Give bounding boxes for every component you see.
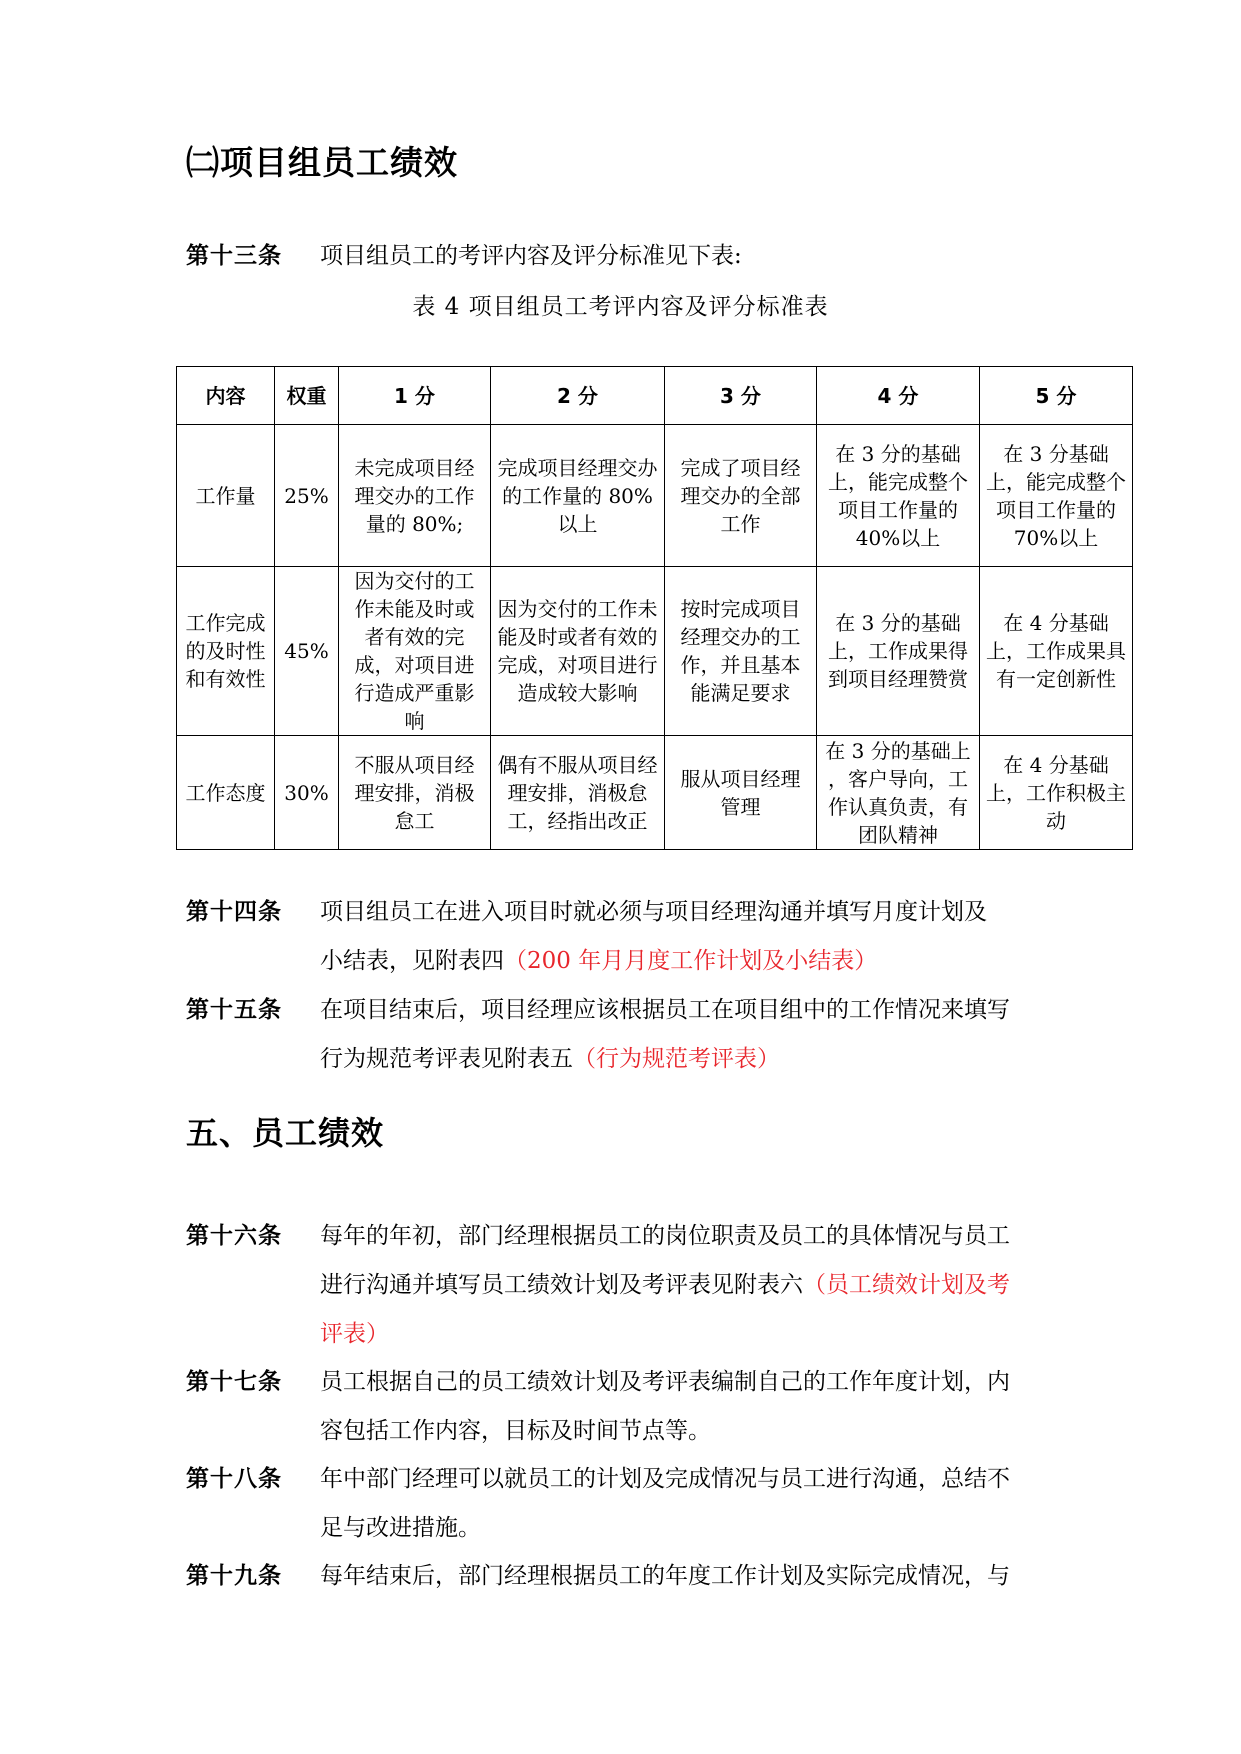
article-text-line: 足与改进措施。: [320, 1515, 481, 1541]
article-text-line: 项目组员工在进入项目时就必须与项目经理沟通并填写月度计划及: [320, 899, 987, 925]
evaluation-table: [176, 366, 1133, 850]
appendix-reference: （200 年月月度工作计划及小结表）: [504, 948, 878, 974]
table-header-row: [177, 367, 1133, 425]
header-content: 内容: [177, 367, 275, 425]
cell-score-2: 偶有不服从项目经理安排，消极怠工，经指出改正: [491, 736, 665, 850]
header-score-2: 2 分: [491, 367, 665, 425]
cell-score-4: 在 3 分的基础上 ，客户导向，工作认真负责，有团队精神: [817, 736, 980, 850]
article-number: 第十五条: [186, 997, 282, 1023]
header-score-4: 4 分: [817, 367, 980, 425]
article-text-line: 行为规范考评表见附表五: [320, 1046, 573, 1072]
appendix-reference: 评表）: [320, 1321, 389, 1347]
article-18: [186, 1455, 1066, 1553]
cell-content: 工作态度: [177, 736, 275, 850]
cell-score-4: 在 3 分的基础上，能完成整个项目工作量的 40%以上: [817, 425, 980, 567]
section-heading-employee-performance: 五、员工绩效: [186, 1114, 385, 1152]
article-text-line: 员工根据自己的员工绩效计划及考评表编制自己的工作年度计划，内: [320, 1369, 1010, 1395]
header-weight: 权重: [275, 367, 339, 425]
cell-score-1: 因为交付的工作未能及时或者有效的完成，对项目进行造成严重影响: [339, 567, 491, 736]
cell-weight: 30%: [275, 736, 339, 850]
cell-score-2: 因为交付的工作未能及时或者有效的完成，对项目进行造成较大影响: [491, 567, 665, 736]
article-14: [186, 888, 1066, 986]
cell-score-3: 服从项目经理管理: [665, 736, 817, 850]
article-15: [186, 986, 1066, 1084]
section-heading-project-staff: ㈡项目组员工绩效: [186, 143, 458, 182]
article-text-line: 年中部门经理可以就员工的计划及完成情况与员工进行沟通，总结不: [320, 1466, 1010, 1492]
article-text-line: 容包括工作内容，目标及时间节点等。: [320, 1418, 711, 1444]
cell-score-1: 不服从项目经理安排，消极怠工: [339, 736, 491, 850]
table-caption: 表 4 项目组员工考评内容及评分标准表: [412, 294, 829, 320]
cell-score-5: 在 3 分基础上，能完成整个项目工作量的 70%以上: [980, 425, 1133, 567]
article-text-line: 进行沟通并填写员工绩效计划及考评表见附表六: [320, 1272, 803, 1298]
article-text-line: 每年结束后，部门经理根据员工的年度工作计划及实际完成情况，与: [320, 1563, 1010, 1589]
cell-score-2: 完成项目经理交办的工作量的 80%以上: [491, 425, 665, 567]
cell-score-4: 在 3 分的基础上，工作成果得到项目经理赞赏: [817, 567, 980, 736]
article-17: [186, 1358, 1066, 1456]
cell-score-3: 按时完成项目经理交办的工作，并且基本能满足要求: [665, 567, 817, 736]
cell-content: 工作量: [177, 425, 275, 567]
article-number: 第十九条: [186, 1563, 282, 1589]
article-number: 第十六条: [186, 1223, 282, 1249]
header-score-3: 3 分: [665, 367, 817, 425]
article-text: 项目组员工的考评内容及评分标准见下表:: [320, 243, 742, 269]
appendix-reference: （员工绩效计划及考: [803, 1272, 1010, 1298]
cell-content: 工作完成的及时性和有效性: [177, 567, 275, 736]
cell-score-5: 在 4 分基础上，工作积极主动: [980, 736, 1133, 850]
article-text-line: 每年的年初，部门经理根据员工的岗位职责及员工的具体情况与员工: [320, 1223, 1010, 1249]
article-text-line: 在项目结束后，项目经理应该根据员工在项目组中的工作情况来填写: [320, 997, 1010, 1023]
article-text-line: 小结表，见附表四: [320, 948, 504, 974]
cell-weight: 45%: [275, 567, 339, 736]
table-row: [177, 425, 1133, 567]
cell-weight: 25%: [275, 425, 339, 567]
article-number: 第十四条: [186, 899, 282, 925]
cell-score-1: 未完成项目经理交办的工作量的 80%;: [339, 425, 491, 567]
article-number: 第十七条: [186, 1369, 282, 1395]
article-number: 第十八条: [186, 1466, 282, 1492]
article-number: 第十三条: [186, 243, 282, 269]
header-score-5: 5 分: [980, 367, 1133, 425]
article-13: [186, 232, 1066, 281]
cell-score-3: 完成了项目经理交办的全部工作: [665, 425, 817, 567]
article-16: [186, 1212, 1066, 1359]
header-score-1: 1 分: [339, 367, 491, 425]
article-19: [186, 1552, 1066, 1601]
cell-score-5: 在 4 分基础上，工作成果具有一定创新性: [980, 567, 1133, 736]
table-row: [177, 567, 1133, 736]
table-row: [177, 736, 1133, 850]
appendix-reference: （行为规范考评表）: [573, 1046, 780, 1072]
